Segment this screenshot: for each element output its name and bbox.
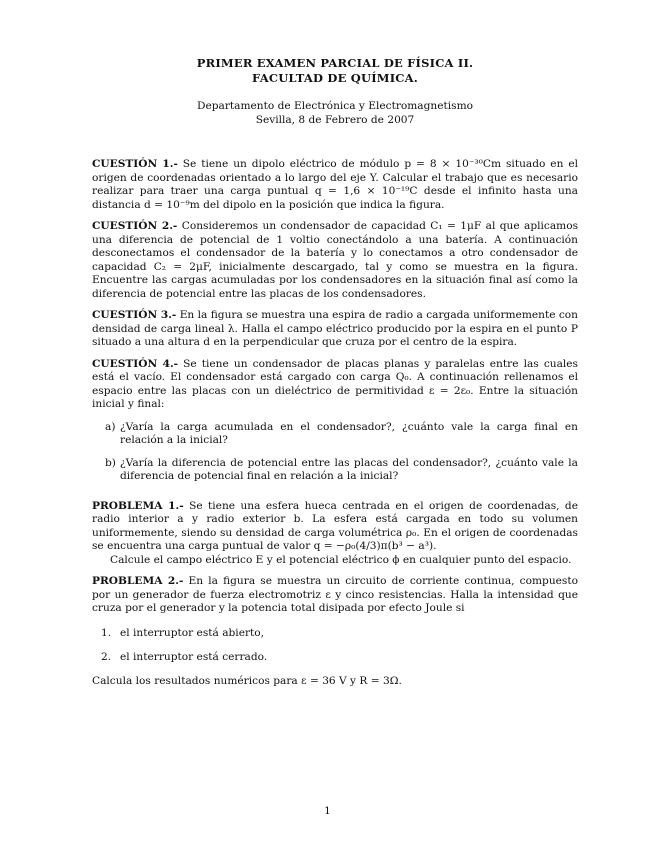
question-4-heading: CUESTIÓN 4.-	[92, 357, 179, 370]
list-item	[92, 627, 578, 641]
question-1-text: Se tiene un dipolo eléctrico de módulo p = 8 × 10⁻³⁰Cm situado en el origen de coordenadas orientado a lo largo del eje Y. Calcular el trabajo que es necesario realizar para traer una carga puntual q = 1,6 × 10⁻¹⁹C desde el infinito hasta una distancia d = 10⁻⁹m del dipolo en la posición que indica la figura.	[92, 158, 578, 211]
question-3	[92, 309, 578, 350]
exam-page	[92, 56, 578, 688]
problem-1-task: Calcule el campo eléctrico E y el potencial eléctrico ϕ en cualquier punto del espacio.	[110, 553, 572, 566]
problem-1	[92, 500, 578, 568]
exam-date: Sevilla, 8 de Febrero de 2007	[255, 114, 415, 126]
problem-1-text: Se tiene una esfera hueca centrada en el origen de coordenadas, de radio interior a y radio exterior b. La esfera está cargada en todo su volumen uniformemente, siendo su densidad de carga volumétrica ρ₀. En el origen de coordenadas se encuentra una carga puntual de valor q = −ρ₀(4/3)π(b³ − a³).	[92, 499, 578, 552]
question-3-text: En la figura se muestra una espira de radio a cargada uniformemente con densidad de carga lineal λ. Halla el campo eléctrico producido por la espira en el punto P situado a una altura d en la perpendicular que cruza por el centro de la espira.	[92, 309, 579, 348]
problem-2-closing: Calcula los resultados numéricos para ε = 36 V y R = 3Ω.	[92, 674, 402, 687]
item-text: el interruptor está cerrado.	[120, 651, 268, 663]
question-2-heading: CUESTIÓN 2.-	[92, 220, 178, 232]
title-line-1: PRIMER EXAMEN PARCIAL DE FÍSICA II.	[196, 56, 474, 70]
item-label: 2.	[101, 651, 112, 663]
list-item	[92, 651, 578, 665]
question-2	[92, 220, 578, 301]
question-3-heading: CUESTIÓN 3.-	[92, 309, 177, 321]
title-line-2: FACULTAD DE QUÍMICA.	[252, 71, 418, 85]
item-label: b)	[105, 456, 116, 469]
exam-subtitle	[92, 99, 578, 127]
problem-2	[92, 575, 578, 616]
item-text: ¿Varía la carga acumulada en el condensador?, ¿cuánto vale la carga final en relación a la inicial?	[120, 420, 578, 446]
list-item	[92, 421, 578, 448]
problem-2-heading: PROBLEMA 2.-	[92, 575, 184, 587]
page-number: 1	[324, 805, 331, 817]
exam-title	[92, 56, 578, 86]
problem-1-heading: PROBLEMA 1.-	[92, 499, 184, 512]
question-1	[92, 158, 578, 212]
question-4-items	[92, 421, 578, 484]
question-1-heading: CUESTIÓN 1.-	[92, 158, 178, 170]
question-4-text: Se tiene un condensador de placas planas y paralelas entre las cuales está el vacío. El condensador está cargado con carga Q₀. A continuación rellenamos el espacio entre las placas con un dieléctrico de permitividad ε = 2ε₀. Entre la situación inicial y final:	[92, 357, 578, 410]
problem-2-text: En la figura se muestra un circuito de corriente continua, compuesto por un generador de fuerza electromotriz ε y cinco resistencias. Halla la intensidad que cruza por el generador y la potencia total disipada por efecto Joule si	[92, 575, 578, 614]
item-text: el interruptor está abierto,	[120, 626, 265, 639]
question-4	[92, 358, 578, 412]
question-2-text: Consideremos un condensador de capacidad C₁ = 1μF al que aplicamos una diferencia de potencial de 1 voltio conectándolo a una batería. A continuación desconectamos el condensador de la batería y lo conectamos a otro condensador de capacidad C₂ = 2μF, inicialmente descargado, tal y como se muestra en la figura. Encuentre las cargas acumuladas por los condensadores en la situación final así como la diferencia de potencial entre las placas de los condensadores.	[92, 220, 579, 300]
list-item	[92, 457, 578, 484]
problem-2-items	[92, 627, 578, 665]
item-text: ¿Varía la diferencia de potencial entre las placas del condensador?, ¿cuánto vale la diferencia de potencial final en relación a la inicial?	[120, 456, 578, 482]
item-label: a)	[105, 420, 116, 433]
department: Departamento de Electrónica y Electromagnetismo	[196, 100, 474, 112]
item-label: 1.	[101, 626, 112, 639]
